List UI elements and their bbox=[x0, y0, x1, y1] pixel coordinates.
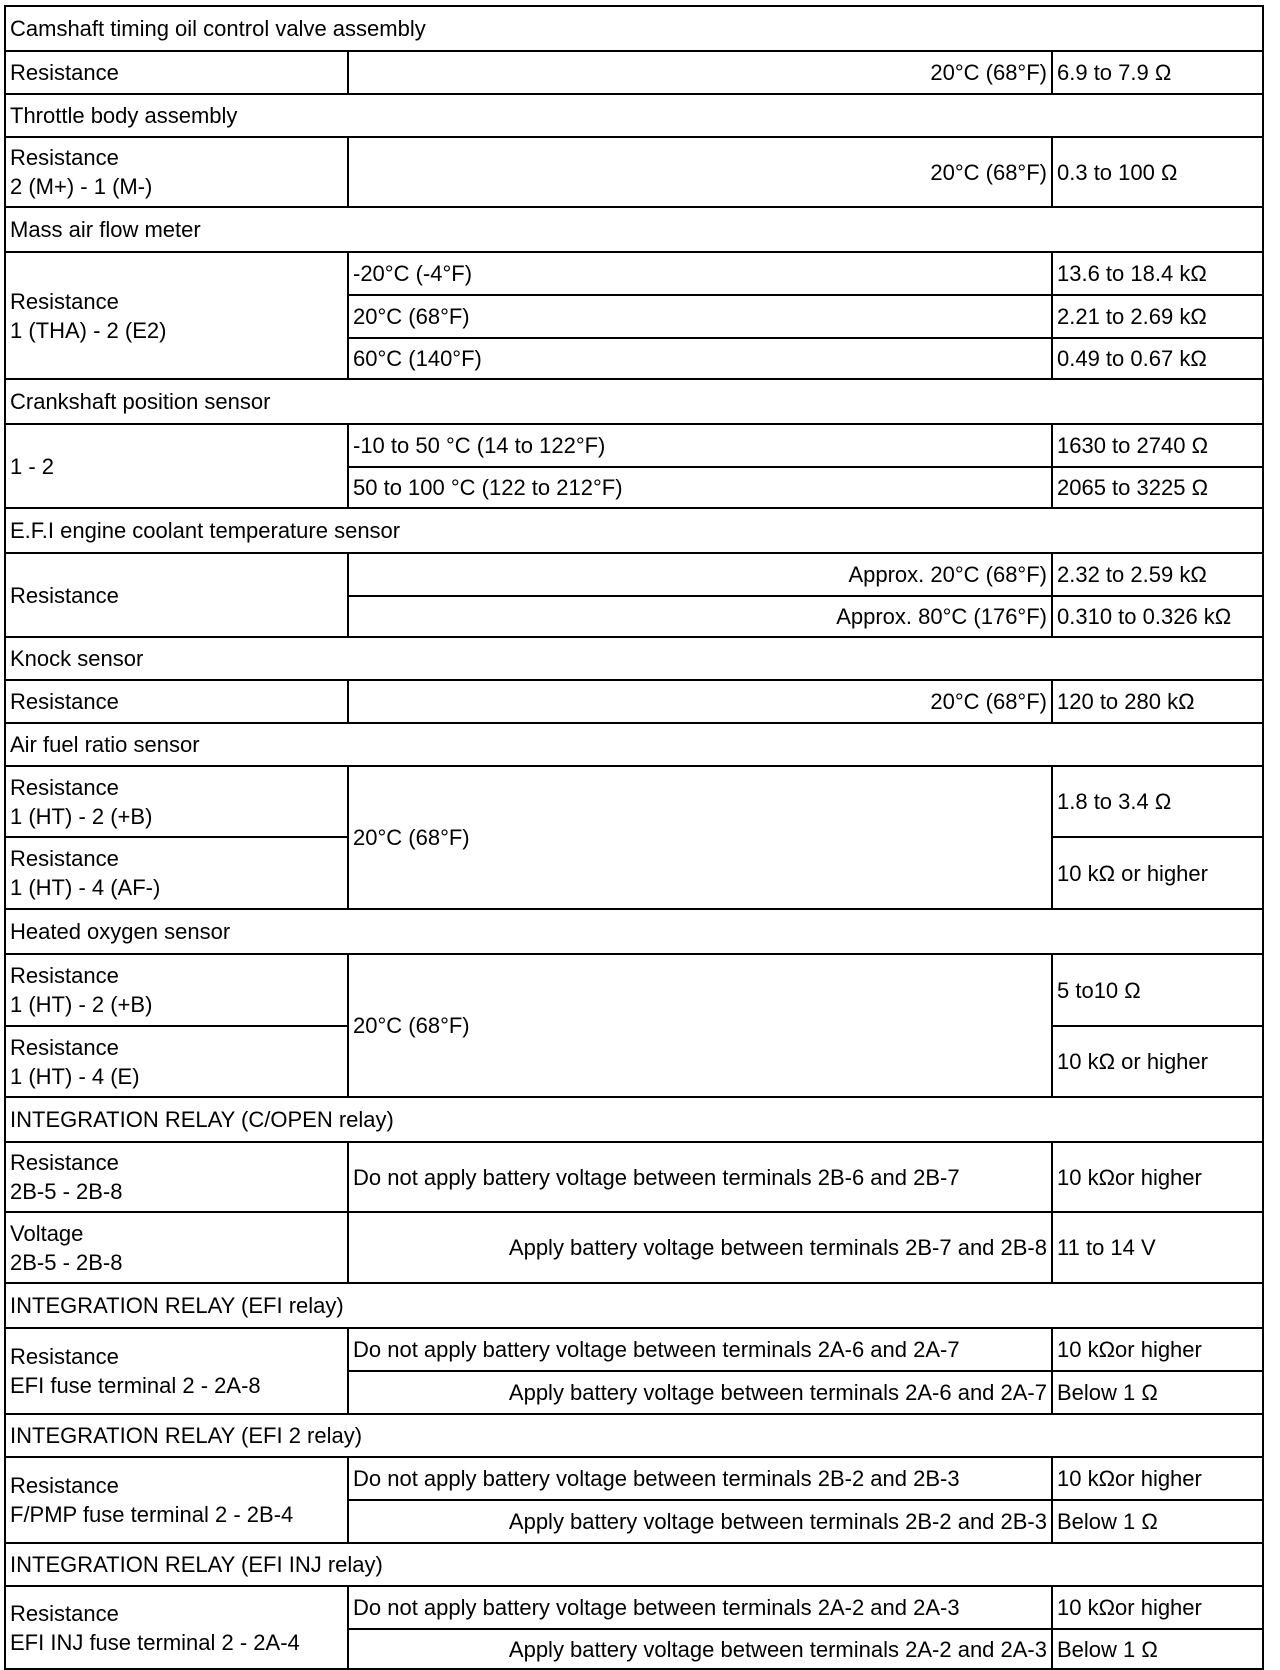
section-title: INTEGRATION RELAY (C/OPEN relay) bbox=[5, 1097, 1263, 1142]
spec-value-cell: 10 kΩor higher bbox=[1052, 1586, 1263, 1629]
spec-value-cell: 1.8 to 3.4 Ω bbox=[1052, 766, 1263, 837]
spec-cell: Resistance 2 (M+) - 1 (M-) bbox=[5, 137, 348, 207]
spec-value-cell: 1630 to 2740 Ω bbox=[1052, 424, 1263, 467]
spec-cell: Resistance bbox=[5, 553, 348, 637]
spec-value-cell: Below 1 Ω bbox=[1052, 1500, 1263, 1543]
section-title: Camshaft timing oil control valve assembly bbox=[5, 6, 1263, 51]
spec-cell: Resistance 1 (THA) - 2 (E2) bbox=[5, 252, 348, 379]
spec-cell: Resistance 2B-5 - 2B-8 bbox=[5, 1142, 348, 1212]
spec-row bbox=[5, 1457, 1263, 1500]
spec-row bbox=[5, 424, 1263, 467]
spec-value-cell: 5 to10 Ω bbox=[1052, 954, 1263, 1026]
section-header-row bbox=[5, 637, 1263, 680]
spec-cell: Do not apply battery voltage between terminals 2A-2 and 2A-3 bbox=[348, 1586, 1052, 1629]
spec-value-cell: 0.49 to 0.67 kΩ bbox=[1052, 338, 1263, 379]
spec-row bbox=[5, 1328, 1263, 1371]
spec-cell: 50 to 100 °C (122 to 212°F) bbox=[348, 467, 1052, 508]
spec-value-cell: 10 kΩ or higher bbox=[1052, 1026, 1263, 1097]
spec-cell: Approx. 80°C (176°F) bbox=[348, 596, 1052, 637]
spec-cell: 20°C (68°F) bbox=[348, 766, 1052, 909]
spec-cell: Resistance bbox=[5, 680, 348, 723]
spec-cell: Apply battery voltage between terminals 2B-2 and 2B-3 bbox=[348, 1500, 1052, 1543]
section-header-row bbox=[5, 909, 1263, 954]
section-title: E.F.I engine coolant temperature sensor bbox=[5, 508, 1263, 553]
spec-value-cell: 10 kΩ or higher bbox=[1052, 837, 1263, 909]
spec-value-cell: Below 1 Ω bbox=[1052, 1629, 1263, 1669]
spec-cell: Apply battery voltage between terminals 2B-7 and 2B-8 bbox=[348, 1212, 1052, 1283]
spec-cell: 60°C (140°F) bbox=[348, 338, 1052, 379]
spec-value-cell: 13.6 to 18.4 kΩ bbox=[1052, 252, 1263, 295]
section-title: INTEGRATION RELAY (EFI 2 relay) bbox=[5, 1414, 1263, 1457]
section-header-row bbox=[5, 94, 1263, 137]
section-title: Knock sensor bbox=[5, 637, 1263, 680]
spec-row bbox=[5, 137, 1263, 207]
spec-value-cell: 6.9 to 7.9 Ω bbox=[1052, 51, 1263, 94]
spec-value-cell: 2065 to 3225 Ω bbox=[1052, 467, 1263, 508]
section-header-row bbox=[5, 1283, 1263, 1328]
spec-cell: 1 - 2 bbox=[5, 424, 348, 508]
spec-row bbox=[5, 1142, 1263, 1212]
section-title: Air fuel ratio sensor bbox=[5, 723, 1263, 766]
spec-cell: 20°C (68°F) bbox=[348, 680, 1052, 723]
section-title: Throttle body assembly bbox=[5, 94, 1263, 137]
section-header-row bbox=[5, 6, 1263, 51]
spec-cell: Apply battery voltage between terminals 2A-6 and 2A-7 bbox=[348, 1371, 1052, 1414]
section-header-row bbox=[5, 508, 1263, 553]
spec-cell: Resistance EFI fuse terminal 2 - 2A-8 bbox=[5, 1328, 348, 1414]
spec-row bbox=[5, 954, 1263, 1026]
spec-value-cell: Below 1 Ω bbox=[1052, 1371, 1263, 1414]
spec-cell: Apply battery voltage between terminals 2A-2 and 2A-3 bbox=[348, 1629, 1052, 1669]
section-title: INTEGRATION RELAY (EFI relay) bbox=[5, 1283, 1263, 1328]
spec-cell: Resistance 1 (HT) - 4 (E) bbox=[5, 1026, 348, 1097]
spec-cell: Resistance 1 (HT) - 2 (+B) bbox=[5, 954, 348, 1026]
section-title: Crankshaft position sensor bbox=[5, 379, 1263, 424]
section-header-row bbox=[5, 723, 1263, 766]
spec-cell: Do not apply battery voltage between terminals 2A-6 and 2A-7 bbox=[348, 1328, 1052, 1371]
spec-cell: Voltage 2B-5 - 2B-8 bbox=[5, 1212, 348, 1283]
spec-row bbox=[5, 766, 1263, 837]
spec-value-cell: 0.310 to 0.326 kΩ bbox=[1052, 596, 1263, 637]
specification-table bbox=[4, 5, 1264, 1670]
spec-cell: Approx. 20°C (68°F) bbox=[348, 553, 1052, 596]
spec-cell: Resistance 1 (HT) - 4 (AF-) bbox=[5, 837, 348, 909]
specification-table-body bbox=[5, 6, 1263, 1669]
spec-cell: Do not apply battery voltage between terminals 2B-6 and 2B-7 bbox=[348, 1142, 1052, 1212]
spec-cell: 20°C (68°F) bbox=[348, 51, 1052, 94]
spec-cell: 20°C (68°F) bbox=[348, 137, 1052, 207]
spec-row bbox=[5, 1212, 1263, 1283]
spec-row bbox=[5, 1586, 1263, 1629]
spec-row bbox=[5, 680, 1263, 723]
spec-cell: -20°C (-4°F) bbox=[348, 252, 1052, 295]
spec-value-cell: 2.21 to 2.69 kΩ bbox=[1052, 295, 1263, 338]
section-title: Heated oxygen sensor bbox=[5, 909, 1263, 954]
spec-cell: Resistance bbox=[5, 51, 348, 94]
spec-value-cell: 120 to 280 kΩ bbox=[1052, 680, 1263, 723]
spec-cell: Resistance EFI INJ fuse terminal 2 - 2A-4 bbox=[5, 1586, 348, 1669]
spec-value-cell: 2.32 to 2.59 kΩ bbox=[1052, 553, 1263, 596]
spec-row bbox=[5, 252, 1263, 295]
spec-cell: 20°C (68°F) bbox=[348, 954, 1052, 1097]
spec-value-cell: 10 kΩor higher bbox=[1052, 1328, 1263, 1371]
spec-cell: -10 to 50 °C (14 to 122°F) bbox=[348, 424, 1052, 467]
spec-cell: Resistance F/PMP fuse terminal 2 - 2B-4 bbox=[5, 1457, 348, 1543]
section-header-row bbox=[5, 1543, 1263, 1586]
spec-value-cell: 10 kΩor higher bbox=[1052, 1457, 1263, 1500]
section-header-row bbox=[5, 1097, 1263, 1142]
section-title: INTEGRATION RELAY (EFI INJ relay) bbox=[5, 1543, 1263, 1586]
spec-cell: Do not apply battery voltage between terminals 2B-2 and 2B-3 bbox=[348, 1457, 1052, 1500]
spec-row bbox=[5, 51, 1263, 94]
spec-value-cell: 10 kΩor higher bbox=[1052, 1142, 1263, 1212]
spec-value-cell: 11 to 14 V bbox=[1052, 1212, 1263, 1283]
spec-cell: 20°C (68°F) bbox=[348, 295, 1052, 338]
section-header-row bbox=[5, 379, 1263, 424]
spec-cell: Resistance 1 (HT) - 2 (+B) bbox=[5, 766, 348, 837]
section-title: Mass air flow meter bbox=[5, 207, 1263, 252]
spec-row bbox=[5, 553, 1263, 596]
section-header-row bbox=[5, 207, 1263, 252]
section-header-row bbox=[5, 1414, 1263, 1457]
spec-value-cell: 0.3 to 100 Ω bbox=[1052, 137, 1263, 207]
